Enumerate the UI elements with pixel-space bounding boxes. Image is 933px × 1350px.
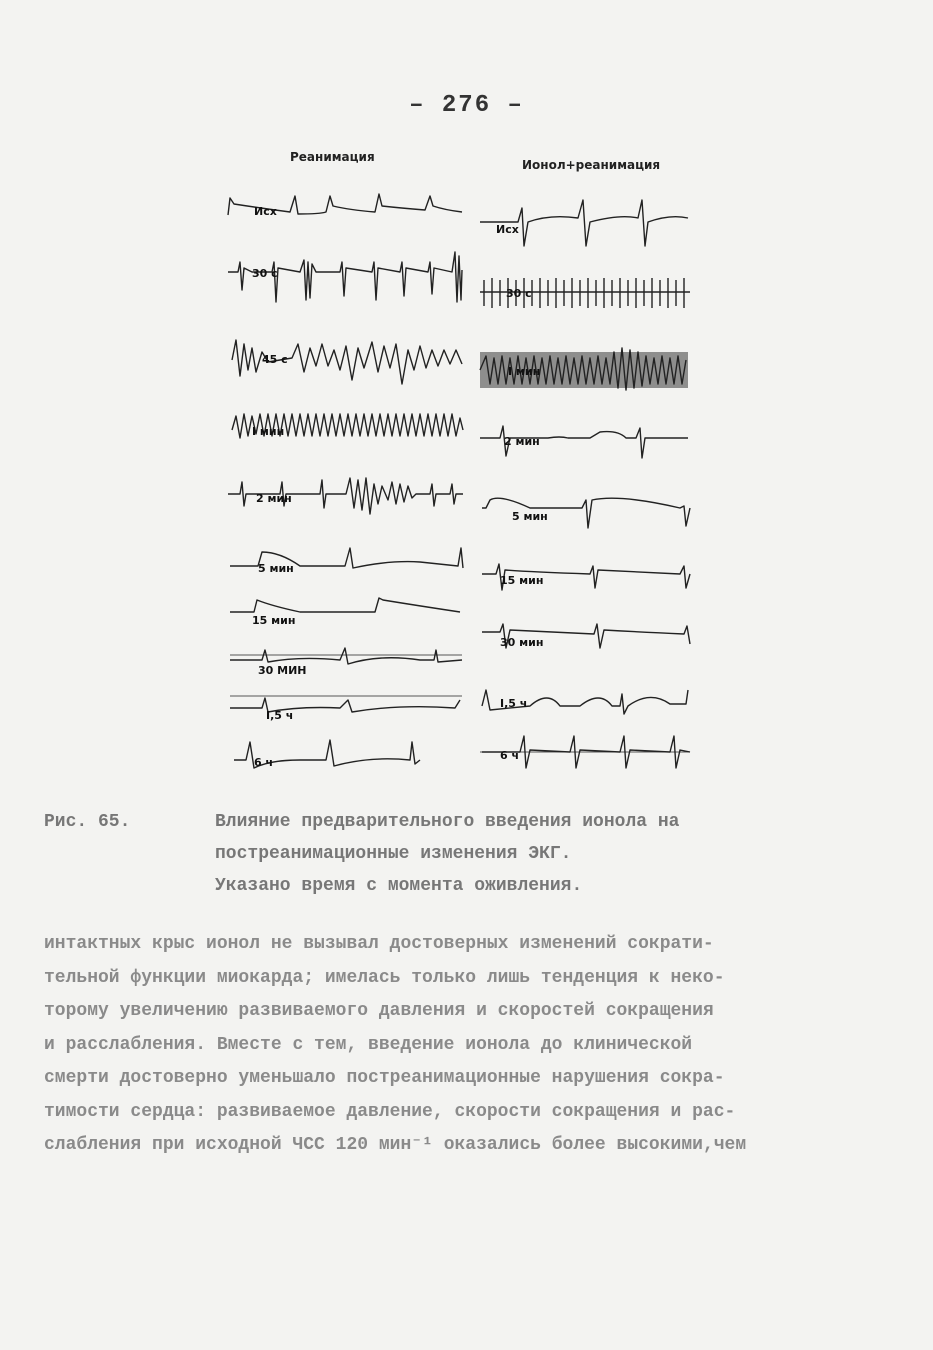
ecg-trace-left-3 — [232, 340, 462, 384]
trace-label: 6 ч — [254, 756, 274, 769]
body-line: торому увеличению развиваемого давления и скоростей сокращения — [44, 1001, 714, 1021]
ecg-trace-left-1 — [228, 194, 462, 218]
ecg-trace-right-1 — [480, 200, 688, 246]
trace-label: I,5 ч — [500, 697, 528, 710]
ecg-trace-left-9 — [230, 696, 462, 722]
trace-label: 5 мин — [258, 562, 294, 575]
trace-label: 15 мин — [252, 614, 296, 627]
body-line: смерти достоверно уменьшало постреанимационные нарушения сокра- — [44, 1068, 725, 1088]
trace-label: 30 с — [252, 267, 278, 280]
figure-right-title: Ионол+реанимация — [522, 158, 661, 172]
trace-label: 6 ч — [500, 749, 520, 762]
trace-label: 2 мин — [504, 435, 540, 448]
body-line: тимости сердца: развиваемое давление, скорости сокращения и рас- — [44, 1101, 736, 1122]
ecg-trace-right-8 — [482, 690, 688, 714]
ecg-trace-left-8 — [230, 648, 462, 677]
body-line: и расслабления. Вместе с тем, введение ионола до клинической — [44, 1034, 693, 1055]
trace-label: 30 МИН — [258, 664, 307, 677]
trace-label: 15 мин — [500, 574, 544, 587]
trace-label: Исх — [254, 205, 277, 218]
trace-label: 2 мин — [256, 492, 292, 505]
trace-label: I мин — [252, 425, 285, 438]
body-line: интактных крыс ионол не вызывал достоверных изменений сократи- — [44, 934, 714, 954]
page-number: – 276 – — [409, 92, 524, 119]
caption-line: Влияние предварительного введения ионола на — [215, 812, 680, 832]
ecg-trace-right-4 — [480, 426, 688, 458]
body-paragraph — [44, 928, 904, 1163]
trace-label: I,5 ч — [266, 709, 294, 722]
ecg-trace-right-5 — [482, 498, 690, 528]
ecg-trace-left-6 — [230, 548, 463, 575]
ecg-trace-left-4 — [232, 414, 463, 438]
trace-label: I мин — [508, 365, 541, 378]
ecg-trace-right-6 — [482, 564, 690, 590]
ecg-trace-left-10 — [234, 740, 420, 769]
ecg-trace-right-9 — [480, 736, 690, 768]
trace-label: 5 мин — [512, 510, 548, 523]
ecg-trace-right-7 — [482, 624, 690, 649]
ecg-trace-left-7 — [230, 598, 460, 627]
trace-label: Исх — [496, 223, 519, 236]
caption-line: постреанимационные изменения ЭКГ. — [215, 844, 572, 864]
trace-label: 30 с — [506, 287, 532, 300]
ecg-trace-left-5 — [228, 478, 463, 514]
figure-left-title: Реанимация — [290, 150, 375, 164]
caption-label: Рис. 65. — [44, 812, 131, 832]
ecg-trace-left-2 — [228, 252, 462, 302]
caption-line: Указано время с момента оживления. — [215, 876, 583, 896]
ecg-trace-right-3 — [480, 348, 688, 390]
body-line: слабления при исходной ЧСС 120 мин⁻¹ оказались более высокими,чем — [44, 1135, 747, 1155]
body-line: тельной функции миокарда; имелась только лишь тенденция к неко- — [44, 967, 725, 988]
ecg-trace-right-2 — [480, 278, 690, 308]
trace-label: 30 мин — [500, 636, 544, 649]
trace-label: 45 с — [262, 353, 288, 366]
